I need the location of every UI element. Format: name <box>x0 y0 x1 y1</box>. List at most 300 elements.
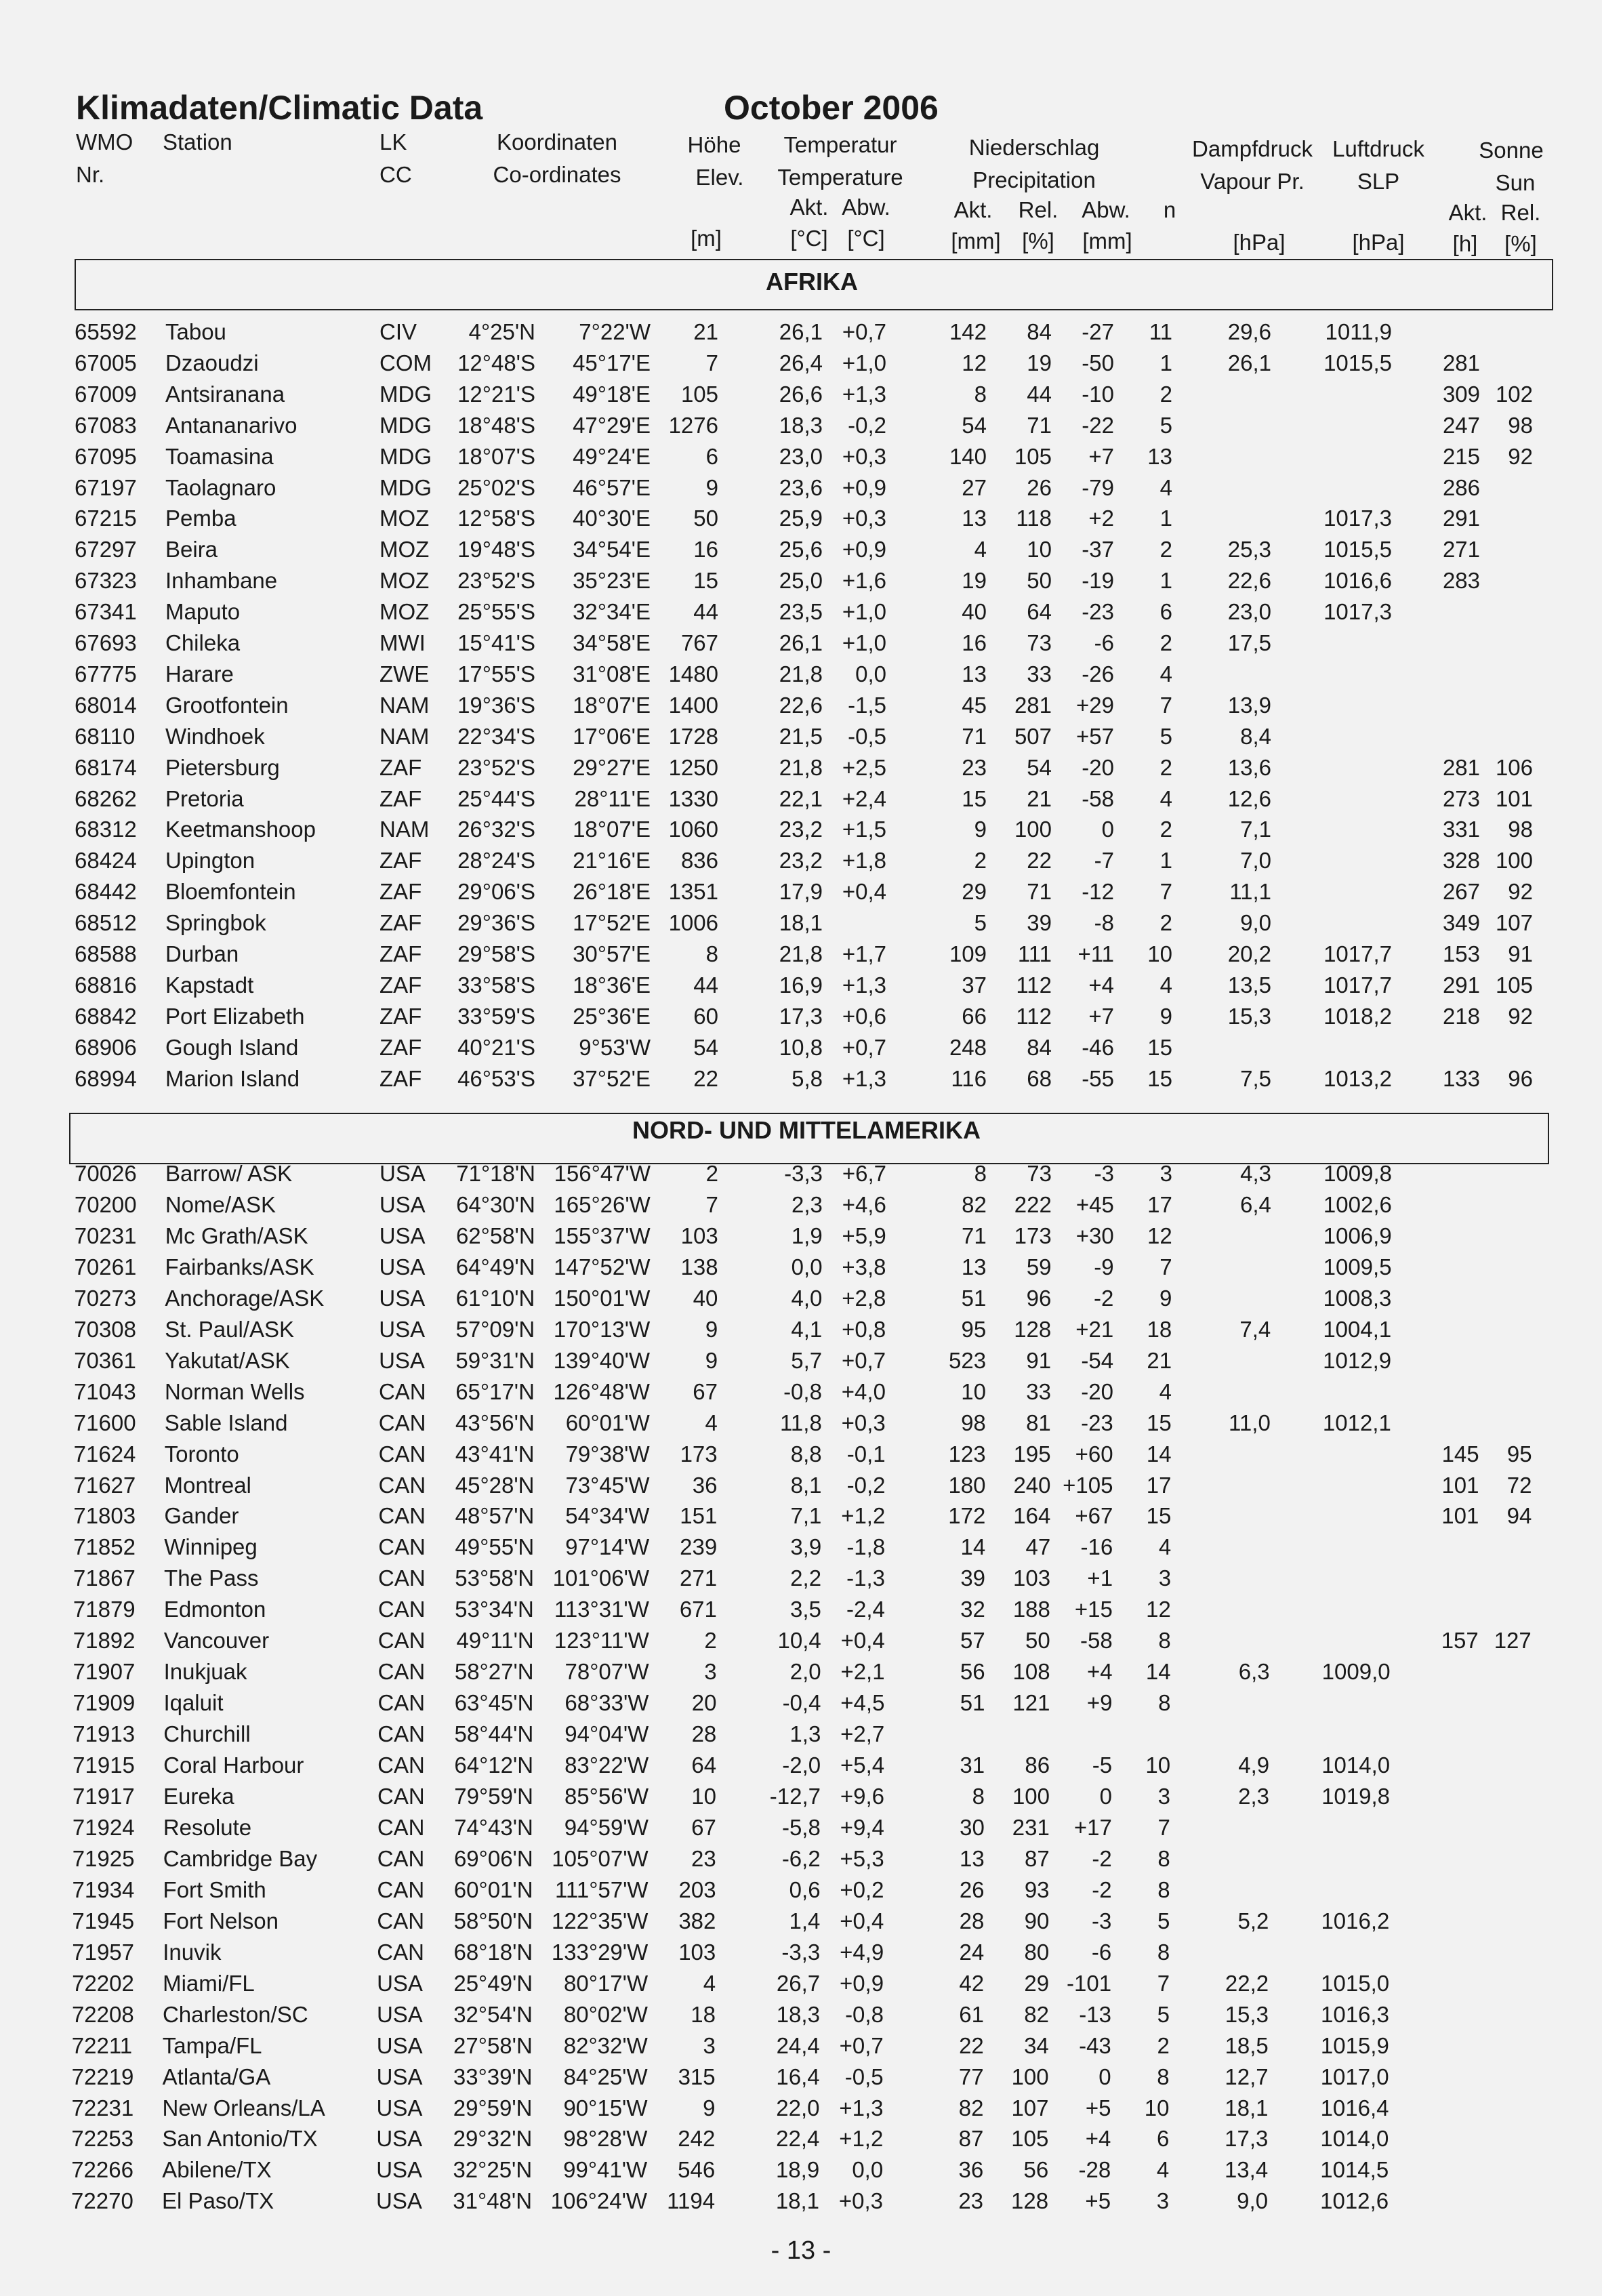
cell-precip-rel: 188 <box>1012 1597 1050 1622</box>
cell-latitude: 12°48'S <box>457 350 535 375</box>
cell-vapour: 9,0 <box>1237 2188 1269 2214</box>
cell-precip-n: 4 <box>1159 474 1172 500</box>
cell-temp-akt: 10,4 <box>777 1628 821 1654</box>
table-row <box>0 2156 1602 2188</box>
hdr-sun-de: Sonne <box>1479 138 1544 163</box>
cell-station: Coral Harbour <box>163 1752 304 1778</box>
hdr-precip-unit-abw: [mm] <box>1082 228 1132 253</box>
cell-wmo-nr: 71945 <box>72 1908 135 1933</box>
hdr-temp-abw: Abw. <box>842 194 890 220</box>
cell-slp: 1006,9 <box>1323 1223 1392 1248</box>
table-row <box>0 1316 1602 1347</box>
cell-latitude: 28°24'S <box>457 848 535 874</box>
cell-temp-akt: 5,8 <box>792 1065 823 1091</box>
cell-latitude: 23°52'S <box>457 568 535 594</box>
cell-longitude: 26°18'E <box>573 879 651 905</box>
cell-longitude: 123°11'W <box>554 1628 649 1654</box>
cell-precip-abw: -2 <box>1094 1285 1114 1311</box>
cell-slp: 1012,9 <box>1323 1347 1392 1373</box>
cell-latitude: 43°56'N <box>455 1410 535 1435</box>
cell-precip-akt: 45 <box>962 692 987 718</box>
hdr-coord-de: Koordinaten <box>497 129 617 155</box>
cell-precip-n: 8 <box>1158 1628 1171 1654</box>
cell-latitude: 57°09'N <box>455 1316 535 1342</box>
cell-slp: 1016,3 <box>1321 2001 1389 2027</box>
table-row <box>0 1689 1602 1721</box>
cell-temp-akt: 21,5 <box>779 723 823 749</box>
cell-precip-akt: 248 <box>949 1034 987 1060</box>
cell-country: CAN <box>377 1721 425 1747</box>
cell-temp-akt: 23,0 <box>779 443 823 469</box>
hdr-temp-en: Temperature <box>777 165 903 190</box>
cell-slp: 1002,6 <box>1323 1191 1392 1217</box>
cell-temp-akt: -0,4 <box>782 1690 821 1716</box>
table-row <box>0 1003 1602 1034</box>
cell-wmo-nr: 67215 <box>75 506 137 531</box>
cell-precip-akt: 77 <box>958 2064 984 2089</box>
cell-wmo-nr: 70231 <box>74 1223 137 1248</box>
cell-longitude: 98°28'W <box>563 2126 648 2152</box>
cell-station: Atlanta/GA <box>162 2064 271 2089</box>
cell-country: CAN <box>377 1690 426 1716</box>
table-row <box>0 1034 1602 1065</box>
cell-station: Taolagnaro <box>165 474 276 500</box>
hdr-station: Station <box>163 129 232 155</box>
cell-precip-rel: 121 <box>1012 1690 1050 1716</box>
table-row <box>0 630 1602 661</box>
cell-sun-akt: 273 <box>1442 785 1480 811</box>
cell-temp-akt: 26,6 <box>779 381 823 407</box>
cell-sun-akt: 157 <box>1441 1628 1479 1654</box>
cell-latitude: 64°30'N <box>456 1191 535 1217</box>
cell-temp-akt: 26,4 <box>779 350 823 375</box>
table-row <box>0 661 1602 692</box>
cell-longitude: 31°08'E <box>573 661 651 686</box>
cell-precip-akt: 61 <box>959 2001 984 2027</box>
cell-precip-akt: 32 <box>960 1597 985 1622</box>
cell-temp-abw: +1,3 <box>842 972 886 998</box>
table-row <box>0 1845 1602 1877</box>
table-row <box>0 972 1602 1003</box>
cell-station: Abilene/TX <box>162 2157 272 2183</box>
cell-precip-akt: 28 <box>959 1908 985 1933</box>
cell-temp-abw: +4,0 <box>841 1378 886 1404</box>
cell-longitude: 40°30'E <box>573 506 651 531</box>
cell-temp-akt: 3,9 <box>790 1534 822 1560</box>
cell-precip-abw: +9 <box>1086 1690 1113 1716</box>
cell-precip-rel: 73 <box>1027 630 1052 655</box>
cell-longitude: 29°27'E <box>573 754 651 780</box>
cell-longitude: 80°02'W <box>563 2001 648 2027</box>
cell-precip-abw: -50 <box>1082 350 1114 375</box>
cell-elevation: 203 <box>678 1877 716 1902</box>
cell-slp: 1017,0 <box>1320 2064 1389 2089</box>
table-row <box>0 754 1602 785</box>
table-row <box>0 878 1602 909</box>
cell-station: Cambridge Bay <box>163 1845 318 1871</box>
cell-country: USA <box>376 2095 423 2120</box>
cell-precip-abw: +5 <box>1085 2188 1111 2214</box>
cell-precip-rel: 91 <box>1026 1347 1052 1373</box>
cell-precip-rel: 84 <box>1027 319 1052 344</box>
cell-precip-n: 5 <box>1159 412 1172 438</box>
cell-longitude: 9°53'W <box>579 1034 651 1060</box>
cell-country: USA <box>379 1223 426 1248</box>
cell-precip-rel: 33 <box>1026 1378 1051 1404</box>
cell-station: Toronto <box>164 1441 239 1467</box>
cell-vapour: 8,4 <box>1240 723 1271 749</box>
cell-slp: 1014,0 <box>1320 2126 1389 2152</box>
cell-precip-akt: 15 <box>962 785 987 811</box>
cell-temp-akt: 18,1 <box>775 2188 820 2214</box>
hdr-precip-de: Niederschlag <box>968 135 1100 160</box>
cell-temp-abw: -1,5 <box>848 692 886 718</box>
cell-wmo-nr: 72253 <box>71 2126 134 2152</box>
cell-latitude: 12°58'S <box>457 506 535 531</box>
cell-precip-abw: -5 <box>1092 1752 1113 1778</box>
cell-temp-abw: -0,2 <box>846 1472 886 1498</box>
cell-latitude: 22°34'S <box>457 723 535 749</box>
hdr-sun-en: Sun <box>1495 170 1536 195</box>
cell-temp-abw: +9,6 <box>840 1784 884 1809</box>
table-row <box>0 723 1602 754</box>
cell-sun-rel: 106 <box>1495 754 1533 780</box>
cell-station: Beira <box>165 537 218 562</box>
cell-temp-abw: +0,2 <box>840 1877 884 1902</box>
table-row <box>0 1565 1602 1596</box>
cell-precip-n: 10 <box>1147 941 1172 966</box>
cell-wmo-nr: 67341 <box>75 599 137 625</box>
cell-latitude: 29°59'N <box>453 2095 533 2120</box>
cell-country: USA <box>376 2157 423 2183</box>
cell-sun-akt: 267 <box>1442 879 1480 905</box>
cell-precip-n: 5 <box>1157 2001 1170 2027</box>
cell-country: MOZ <box>379 568 430 594</box>
cell-precip-n: 2 <box>1159 381 1172 407</box>
cell-temp-abw: +0,3 <box>842 506 886 531</box>
cell-latitude: 65°17'N <box>455 1378 535 1404</box>
cell-precip-n: 15 <box>1147 1065 1172 1091</box>
cell-temp-abw: +1,0 <box>842 350 886 375</box>
cell-sun-rel: 98 <box>1508 817 1533 842</box>
cell-wmo-nr: 72202 <box>72 1970 134 1996</box>
cell-country: ZAF <box>379 754 422 780</box>
cell-elevation: 1330 <box>668 785 718 811</box>
cell-country: MWI <box>379 630 426 655</box>
cell-temp-akt: -12,7 <box>769 1784 821 1809</box>
cell-elevation: 44 <box>693 599 718 625</box>
cell-country: USA <box>379 1191 426 1217</box>
cell-precip-n: 9 <box>1159 1285 1172 1311</box>
cell-temp-akt: 22,4 <box>776 2126 820 2152</box>
page-title: Klimadaten/Climatic Data <box>76 89 483 127</box>
table-row <box>0 1223 1602 1254</box>
cell-precip-rel: 82 <box>1024 2001 1049 2027</box>
cell-slp: 1017,3 <box>1323 599 1392 625</box>
cell-precip-abw: -79 <box>1082 474 1114 500</box>
cell-precip-abw: -22 <box>1082 412 1114 438</box>
cell-precip-akt: 14 <box>960 1534 986 1560</box>
cell-temp-abw: +2,8 <box>842 1285 886 1311</box>
cell-precip-n: 2 <box>1159 817 1172 842</box>
cell-station: St. Paul/ASK <box>165 1316 295 1342</box>
cell-precip-rel: 112 <box>1016 972 1052 998</box>
cell-latitude: 33°39'N <box>453 2064 533 2089</box>
cell-temp-abw: +1,2 <box>841 1503 886 1529</box>
cell-country: USA <box>376 2126 423 2152</box>
cell-station: Norman Wells <box>164 1378 305 1404</box>
cell-wmo-nr: 68816 <box>75 972 137 998</box>
cell-country: CAN <box>378 1503 426 1529</box>
cell-precip-akt: 66 <box>962 1003 987 1029</box>
cell-wmo-nr: 68994 <box>75 1065 137 1091</box>
cell-precip-rel: 111 <box>1017 941 1052 966</box>
cell-precip-akt: 172 <box>948 1503 986 1529</box>
cell-vapour: 12,6 <box>1227 785 1271 811</box>
table-row <box>0 1254 1602 1285</box>
cell-precip-n: 4 <box>1159 661 1172 686</box>
cell-precip-abw: +4 <box>1086 1659 1113 1685</box>
cell-wmo-nr: 71957 <box>72 1939 135 1965</box>
cell-station: Durban <box>165 941 239 966</box>
cell-country: MOZ <box>379 537 430 562</box>
cell-precip-rel: 96 <box>1026 1285 1052 1311</box>
cell-temp-akt: 4,1 <box>791 1316 823 1342</box>
cell-latitude: 59°31'N <box>455 1347 535 1373</box>
table-row <box>0 1534 1602 1565</box>
cell-country: CAN <box>377 1908 425 1933</box>
cell-temp-akt: 16,9 <box>779 972 823 998</box>
cell-precip-n: 5 <box>1159 723 1172 749</box>
cell-temp-akt: 0,0 <box>791 1254 823 1279</box>
cell-elevation: 16 <box>693 537 718 562</box>
cell-temp-abw: +0,6 <box>842 1003 886 1029</box>
cell-wmo-nr: 71913 <box>73 1721 136 1747</box>
cell-precip-abw: -13 <box>1079 2001 1111 2027</box>
cell-precip-rel: 240 <box>1013 1472 1051 1498</box>
cell-station: Anchorage/ASK <box>165 1285 325 1311</box>
cell-sun-rel: 98 <box>1508 412 1533 438</box>
cell-latitude: 31°48'N <box>453 2188 533 2214</box>
cell-precip-akt: 12 <box>962 350 987 375</box>
cell-temp-akt: 23,5 <box>779 599 823 625</box>
cell-precip-rel: 108 <box>1012 1659 1050 1685</box>
cell-temp-abw: +0,4 <box>842 879 886 905</box>
cell-longitude: 80°17'W <box>564 1970 649 1996</box>
cell-precip-n: 10 <box>1145 1752 1171 1778</box>
cell-wmo-nr: 71934 <box>72 1877 135 1902</box>
cell-wmo-nr: 67323 <box>75 568 137 594</box>
cell-precip-abw: +60 <box>1075 1441 1113 1467</box>
cell-longitude: 122°35'W <box>551 1908 649 1933</box>
cell-country: MDG <box>379 412 432 438</box>
cell-precip-rel: 128 <box>1010 2188 1049 2214</box>
hdr-lk: LK <box>379 129 407 155</box>
cell-temp-abw: +0,4 <box>840 1628 885 1654</box>
cell-station: Upington <box>165 848 255 874</box>
cell-temp-abw: +2,4 <box>842 785 886 811</box>
cell-precip-abw: +7 <box>1088 1003 1114 1029</box>
cell-country: ZAF <box>379 879 422 905</box>
cell-latitude: 58°44'N <box>454 1721 534 1747</box>
cell-vapour: 7,0 <box>1240 848 1271 874</box>
cell-vapour: 7,1 <box>1240 817 1271 842</box>
cell-precip-n: 2 <box>1159 630 1172 655</box>
cell-wmo-nr: 72231 <box>71 2095 134 2120</box>
cell-elevation: 28 <box>691 1721 717 1747</box>
cell-precip-abw: +11 <box>1077 941 1114 966</box>
cell-elevation: 546 <box>678 2157 716 2183</box>
cell-precip-n: 7 <box>1159 1254 1172 1279</box>
hdr-slp-de: Luftdruck <box>1332 136 1424 161</box>
page-number: - 13 - <box>771 2236 831 2265</box>
cell-precip-akt: 40 <box>962 599 987 625</box>
cell-temp-akt: 1,3 <box>789 1721 821 1747</box>
cell-vapour: 23,0 <box>1227 599 1271 625</box>
cell-slp: 1018,2 <box>1323 1003 1392 1029</box>
cell-country: USA <box>376 2001 423 2027</box>
cell-vapour: 13,5 <box>1227 972 1271 998</box>
cell-longitude: 90°15'W <box>563 2095 648 2120</box>
cell-precip-abw: -3 <box>1094 1161 1114 1186</box>
cell-temp-akt: 21,8 <box>779 754 823 780</box>
cell-vapour: 6,4 <box>1239 1191 1271 1217</box>
cell-precip-akt: 123 <box>948 1441 986 1467</box>
cell-precip-rel: 128 <box>1014 1316 1052 1342</box>
cell-station: Tampa/FL <box>162 2032 262 2058</box>
cell-elevation: 36 <box>692 1472 718 1498</box>
cell-precip-n: 3 <box>1158 1565 1172 1591</box>
cell-precip-n: 1 <box>1159 506 1172 531</box>
cell-latitude: 12°21'S <box>457 381 535 407</box>
cell-sun-rel: 94 <box>1506 1503 1532 1529</box>
cell-precip-rel: 19 <box>1027 350 1052 375</box>
hdr-temp-unit-abw: [°C] <box>847 226 885 251</box>
cell-temp-akt: 18,3 <box>779 412 823 438</box>
cell-temp-akt: 7,1 <box>790 1503 822 1529</box>
cell-slp: 1014,0 <box>1321 1752 1391 1778</box>
cell-temp-akt: 22,6 <box>779 692 823 718</box>
cell-temp-abw: +4,6 <box>842 1191 886 1217</box>
cell-precip-akt: 95 <box>961 1316 987 1342</box>
cell-longitude: 79°38'W <box>565 1441 650 1467</box>
cell-longitude: 32°34'E <box>573 599 651 625</box>
cell-station: Churchill <box>163 1721 251 1747</box>
cell-precip-abw: -58 <box>1082 785 1114 811</box>
cell-precip-rel: 173 <box>1014 1223 1052 1248</box>
cell-station: Harare <box>165 661 234 686</box>
cell-precip-abw: +29 <box>1076 692 1114 718</box>
cell-vapour: 9,0 <box>1240 910 1271 936</box>
cell-precip-abw: -101 <box>1067 1970 1112 1996</box>
cell-temp-abw: +4,5 <box>840 1690 885 1716</box>
cell-precip-rel: 84 <box>1027 1034 1052 1060</box>
cell-longitude: 49°18'E <box>573 381 651 407</box>
cell-slp: 1019,8 <box>1321 1784 1390 1809</box>
cell-temp-akt: 4,0 <box>791 1285 823 1311</box>
cell-latitude: 53°58'N <box>455 1565 535 1591</box>
table-row <box>0 1596 1602 1627</box>
cell-latitude: 25°55'S <box>457 599 535 625</box>
cell-vapour: 6,3 <box>1238 1659 1270 1685</box>
cell-precip-n: 13 <box>1147 443 1172 469</box>
cell-precip-akt: 82 <box>962 1191 987 1217</box>
cell-precip-akt: 37 <box>962 972 987 998</box>
cell-longitude: 35°23'E <box>573 568 651 594</box>
cell-elevation: 18 <box>691 2001 716 2027</box>
cell-wmo-nr: 67009 <box>75 381 137 407</box>
cell-vapour: 17,5 <box>1227 630 1271 655</box>
cell-precip-abw: +1 <box>1087 1565 1113 1591</box>
cell-station: Pretoria <box>165 785 244 811</box>
cell-country: USA <box>376 2032 423 2058</box>
cell-sun-akt: 349 <box>1442 910 1480 936</box>
table-row <box>0 1752 1602 1783</box>
cell-precip-abw: -23 <box>1081 1410 1113 1435</box>
cell-longitude: 170°13'W <box>553 1316 651 1342</box>
cell-precip-akt: 9 <box>974 817 987 842</box>
cell-temp-abw: +1,8 <box>842 848 886 874</box>
table-row <box>0 443 1602 474</box>
cell-elevation: 1480 <box>668 661 718 686</box>
cell-temp-akt: 2,0 <box>789 1659 821 1685</box>
cell-precip-akt: 82 <box>958 2095 984 2120</box>
cell-wmo-nr: 71600 <box>73 1410 136 1435</box>
cell-precip-abw: -6 <box>1091 1939 1112 1965</box>
cell-precip-n: 9 <box>1159 1003 1172 1029</box>
cell-longitude: 155°37'W <box>554 1223 651 1248</box>
cell-precip-rel: 54 <box>1027 754 1052 780</box>
cell-vapour: 11,0 <box>1229 1410 1271 1435</box>
cell-longitude: 47°29'E <box>573 412 651 438</box>
cell-precip-abw: +15 <box>1074 1597 1113 1622</box>
cell-longitude: 111°57'W <box>555 1877 649 1902</box>
cell-elevation: 10 <box>691 1784 716 1809</box>
cell-precip-abw: -27 <box>1082 319 1114 344</box>
cell-temp-abw: +4,9 <box>840 1939 884 1965</box>
cell-wmo-nr: 68110 <box>75 723 136 749</box>
cell-vapour: 18,1 <box>1225 2095 1269 2120</box>
cell-temp-abw: +1,0 <box>842 599 886 625</box>
cell-vapour: 15,3 <box>1227 1003 1271 1029</box>
cell-temp-akt: 2,3 <box>791 1191 823 1217</box>
cell-wmo-nr: 72270 <box>71 2188 134 2214</box>
cell-precip-rel: 29 <box>1024 1970 1050 1996</box>
cell-station: New Orleans/LA <box>162 2095 325 2120</box>
cell-slp: 1014,5 <box>1320 2157 1389 2183</box>
hdr-vapour-en: Vapour Pr. <box>1200 169 1305 194</box>
cell-precip-akt: 116 <box>951 1065 987 1091</box>
cell-latitude: 18°48'S <box>457 412 535 438</box>
cell-elevation: 22 <box>693 1065 718 1091</box>
cell-latitude: 25°44'S <box>457 785 535 811</box>
cell-longitude: 147°52'W <box>554 1254 651 1279</box>
cell-precip-akt: 54 <box>962 412 987 438</box>
table-row <box>0 2032 1602 2064</box>
cell-precip-n: 2 <box>1159 754 1172 780</box>
cell-sun-akt: 218 <box>1442 1003 1480 1029</box>
cell-temp-abw: +1,3 <box>839 2095 884 2120</box>
cell-temp-abw: +0,7 <box>841 1347 886 1373</box>
cell-station: San Antonio/TX <box>162 2126 318 2152</box>
cell-longitude: 37°52'E <box>573 1065 651 1091</box>
table-row <box>0 350 1602 381</box>
cell-precip-rel: 105 <box>1011 2126 1049 2152</box>
table-row <box>0 1347 1602 1378</box>
table-row <box>0 1378 1602 1410</box>
hdr-precip-en: Precipitation <box>972 167 1096 192</box>
hdr-precip-unit-akt: [mm] <box>951 228 1001 253</box>
